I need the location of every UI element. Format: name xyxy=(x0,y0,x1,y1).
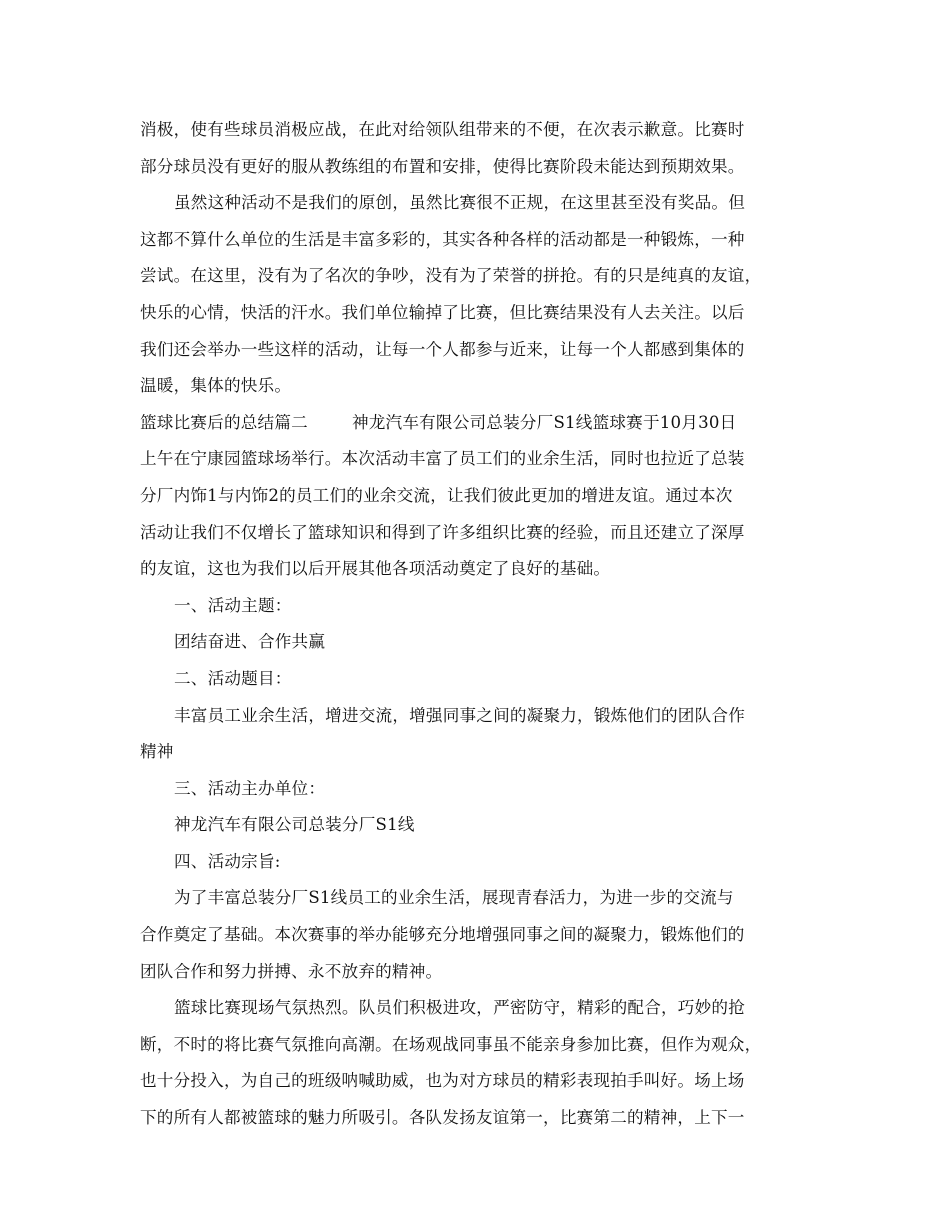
text-line: 活动让我们不仅增长了篮球知识和得到了许多组织比赛的经验，而且还建立了深厚 xyxy=(140,522,745,542)
paragraph-apology xyxy=(140,112,812,185)
text-line: 下的所有人都被篮球的魅力所吸引。各队发扬友谊第一，比赛第二的精神，上下一 xyxy=(140,1108,745,1128)
text-line: 也十分投入，为自己的班级呐喊助威，也为对方球员的精彩表现拍手叫好。场上场 xyxy=(140,1071,745,1091)
text-line: 尝试。在这里，没有为了名次的争吵，没有为了荣誉的拼抢。有的只是纯真的友谊， xyxy=(140,266,762,286)
text-line: 快乐的心情，快活的汗水。我们单位输掉了比赛，但比赛结果没有人去关注。以后 xyxy=(140,302,745,322)
text-line: 部分球员没有更好的服从教练组的布置和安排，使得比赛阶段未能达到预期效果。 xyxy=(140,156,745,176)
text-line: 这都不算什么单位的生活是丰富多彩的，其实各种各样的活动都是一种锻炼，一种 xyxy=(140,229,745,249)
text-line: 我们还会举办一些这样的活动，让每一个人都参与近来，让每一个人都感到集体的 xyxy=(140,339,745,359)
text-line: 团队合作和努力拼搏、永不放弃的精神。 xyxy=(140,961,443,981)
heading-purpose: 四、活动宗旨: xyxy=(174,851,281,871)
text-line: 为了丰富总装分厂S1线员工的业余生活，展现青春活力，为进一步的交流与 xyxy=(174,888,734,908)
text-line: 消极，使有些球员消极应战，在此对给领队组带来的不便，在次表示歉意。比赛时 xyxy=(140,120,745,139)
text-line: 精神 xyxy=(140,742,174,762)
text-line: 上午在宁康园篮球场举行。本次活动丰富了员工们的业余生活，同时也拉近了总装 xyxy=(140,449,745,469)
text-theme: 团结奋进、合作共赢 xyxy=(174,632,326,652)
heading-topic: 二、活动题目： xyxy=(174,668,292,688)
heading-theme: 一、活动主题： xyxy=(174,595,292,615)
text-line: 丰富员工业余生活，增进交流，增强同事之间的凝聚力，锻炼他们的团队合作 xyxy=(174,705,745,725)
text-line: 的友谊，这也为我们以后开展其他各项活动奠定了良好的基础。 xyxy=(140,559,611,579)
text-line: 温暖，集体的快乐。 xyxy=(140,376,292,396)
paragraph-game-atmosphere xyxy=(140,990,812,1136)
text-line: 断，不时的将比赛气氛推向高潮。在场观战同事虽不能亲身参加比赛，但作为观众， xyxy=(140,1034,762,1054)
section-intro: 神龙汽车有限公司总装分厂S1线篮球赛于10月30日 xyxy=(351,412,737,432)
paragraph-summary-two xyxy=(140,405,812,588)
document-body xyxy=(140,112,812,1137)
text-line: 虽然这种活动不是我们的原创，虽然比赛很不正规，在这里甚至没有奖品。但 xyxy=(174,193,745,213)
paragraph-reflection xyxy=(140,185,812,405)
text-line xyxy=(140,405,812,442)
heading-organizer: 三、活动主办单位： xyxy=(174,778,326,798)
text-line: 合作奠定了基础。本次赛事的举办能够充分地增强同事之间的凝聚力，锻炼他们的 xyxy=(140,925,745,945)
text-line: 分厂内饰1与内饰2的员工们的业余交流，让我们彼此更加的增进友谊。通过本次 xyxy=(140,485,733,505)
text-line: 篮球比赛现场气氛热烈。队员们积极进攻，严密防守，精彩的配合，巧妙的抢 xyxy=(174,998,745,1018)
text-organizer: 神龙汽车有限公司总装分厂S1线 xyxy=(174,815,415,835)
section-title: 篮球比赛后的总结篇二 xyxy=(140,412,308,432)
